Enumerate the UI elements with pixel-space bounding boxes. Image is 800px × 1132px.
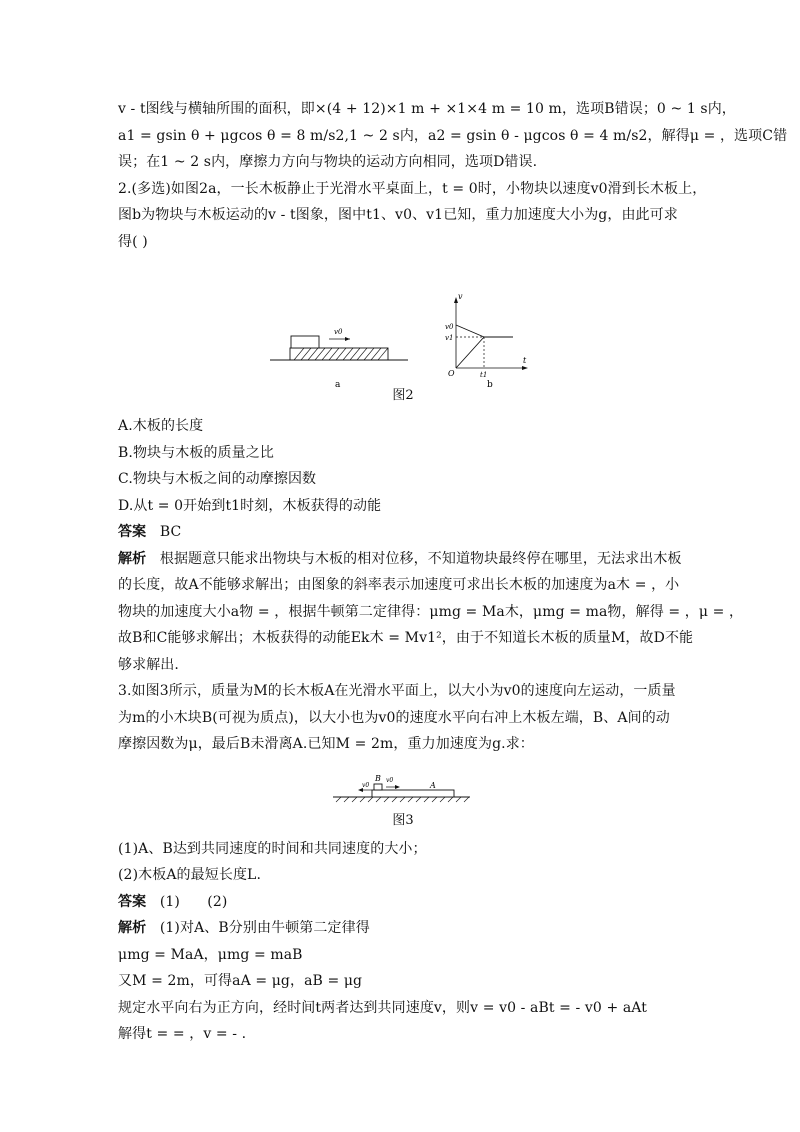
document-page [118,96,788,1048]
option-a: A.木板的长度 [118,418,204,434]
figure-3-drawing [118,760,688,810]
figure-3 [118,760,688,810]
board-A [372,790,454,797]
analysis-label: 解析 [118,920,147,936]
figure-2a-label: a [335,380,341,390]
long-board [290,348,388,360]
t-axis-label: t [523,356,527,365]
v-axis-label: v [458,292,463,301]
origin-label: O [448,369,455,378]
figure-2-drawing [118,259,688,390]
answer-value: BC [159,524,182,540]
analysis-line: 的长度，故A不能够求解出；由图象的斜率表示加速度可求出长木板的加速度为a木 = ，小 [118,577,680,593]
analysis-label: 解析 [118,550,147,567]
analysis-text: (1)对A、B分别由牛顿第二定律得 [159,920,370,936]
analysis-line: 解得t = = ，v = - . [118,1026,247,1042]
question-3-line: 摩擦因数为μ，最后B未滑离A.已知M = 2m，重力加速度为g.求： [118,736,534,752]
board-line [456,337,484,368]
text-line: 误；在1 ~ 2 s内，摩擦力方向与物块的运动方向相同，选项D错误. [118,154,538,170]
option-d: D.从t = 0开始到t1时刻，木板获得的动能 [118,497,382,514]
question-2-line: 得( ) [118,233,148,250]
answer-value: (1) (2) [159,893,228,910]
analysis-line: 物块的加速度大小a物 = ，根据牛顿第二定律得：μmg = Ma木，μmg = ma物，解得 = ，μ = ， [118,603,744,620]
analysis-text: 根据题意只能求出物块与木板的相对位移，不知道物块最终停在哪里，无法求出木板 [159,550,682,567]
analysis-line: μmg = MaA，μmg = maB [118,946,303,963]
option-b: B.物块与木板的质量之比 [118,444,274,461]
block-line [456,325,484,337]
question-2-line: 2.(多选)如图2a，一长木板静止于光滑水平桌面上，t = 0时，小物块以速度v0滑到长木板上， [118,180,707,197]
small-block [291,336,319,348]
analysis-line: 够求解出. [118,656,179,673]
figure-2 [118,259,688,390]
answer-row [118,519,688,546]
answer-label: 答案 [118,524,147,540]
figure-2a [270,328,408,390]
figure-2-caption: 图2 [392,388,414,403]
analysis-row [118,915,688,942]
figure-2b-label: b [487,380,493,390]
figure-2b [445,292,528,390]
text-line: a1 = gsin θ + μgcos θ = 8 m/s2,1 ~ 2 s内，a2 = gsin θ - μgcos θ = 4 m/s2，解得μ = ，选项C错 [118,127,788,144]
analysis-line: 故B和C能够求解出；木板获得的动能Ek木 = Mv1²，由于不知道长木板的质量M，故D不能 [118,630,694,646]
question-3-line: 3.如图3所示，质量为M的长木板A在光滑水平面上，以大小为v0的速度向左运动，一质量 [118,683,676,699]
figure-3-caption: 图3 [392,812,414,828]
analysis-line: 又M = 2m，可得aA = μg，aB = μg [118,973,363,989]
option-c: C.物块与木板之间的动摩擦因数 [118,471,317,487]
v0-label: v0 [445,323,454,331]
question-3-line: 为m的小木块B(可视为质点)，以大小也为v0的速度水平向右冲上木板左端，B、A间的动 [118,709,670,726]
answer-row [118,889,688,916]
label-A: A [430,780,436,790]
v0-left-label: v0 [362,781,370,789]
analysis-line: 规定水平向右为正方向，经时间t两者达到共同速度v，则v = v0 - aBt = - v0 + aAt [118,999,647,1016]
v1-label: v1 [445,334,454,342]
t1-label: t1 [480,371,488,379]
velocity-label: v0 [334,328,343,336]
question-3-part-2: (2)木板A的最短长度L. [118,867,261,883]
v0-right-label: v0 [386,776,394,784]
question-2-line: 图b为物块与木板运动的v - t图象，图中t1、v0、v1已知，重力加速度大小为g，由此可求 [118,207,678,223]
label-B: B [375,773,381,783]
text-line: v - t图线与横轴所围的面积，即×(4 + 12)×1 m + ×1×4 m = 10 m，选项B错误；0 ~ 1 s内， [118,101,736,117]
question-3-part-1: (1)A、B达到共同速度的时间和共同速度的大小； [118,840,427,857]
answer-label: 答案 [118,893,147,910]
analysis-row [118,546,688,573]
block-B [374,784,382,790]
